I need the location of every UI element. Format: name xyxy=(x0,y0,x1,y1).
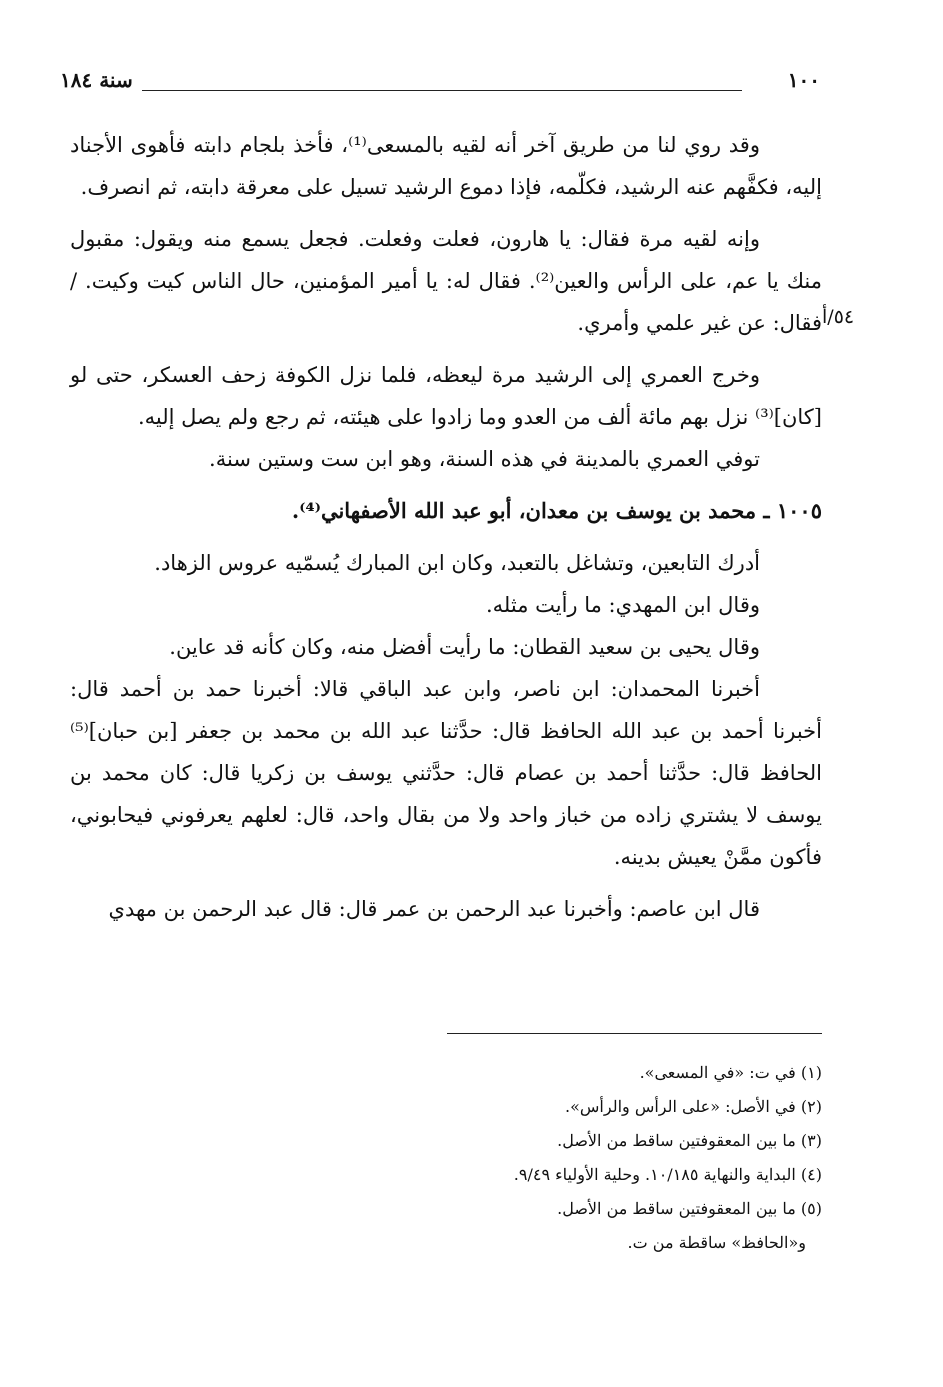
footnote: (٣) ما بين المعقوفتين ساقط من الأصل. xyxy=(557,1131,822,1150)
entry-title xyxy=(70,490,822,532)
entry-title-text: ١٠٠٥ ـ محمد بن يوسف بن معدان، أبو عبد الله الأصفهاني⁽⁴⁾. xyxy=(291,498,822,523)
running-title: سنة ١٨٤ xyxy=(60,68,133,92)
footnote: (٤) البداية والنهاية ١٠/١٨٥. وحلية الأولياء ٩/٤٩. xyxy=(513,1165,822,1184)
paragraph: وخرج العمري إلى الرشيد مرة ليعظه، فلما نزل الكوفة زحف العسكر، حتى لو [كان]⁽³⁾ نزل بهم مائة ألف من العدو وما زادوا على هيئته، ثم رجع ولم يصل إليه. xyxy=(70,363,822,429)
footnote: (٥) ما بين المعقوفتين ساقط من الأصل. xyxy=(557,1199,822,1218)
page-number: ١٠٠ xyxy=(787,68,820,92)
paragraph: وقال يحيى بن سعيد القطان: ما رأيت أفضل منه، وكان كأنه قد عاين. xyxy=(169,635,760,659)
paragraph: أخبرنا المحمدان: ابن ناصر، وابن عبد الباقي قالا: أخبرنا حمد بن أحمد قال: أخبرنا أحمد بن عبد الله الحافظ قال: حدَّثنا عبد الله بن محمد بن جعفر [بن حبان]⁽⁵⁾ الحافظ قال: حدَّثنا أحمد بن عصام قال: حدَّثني يوسف بن زكريا قال: كان محمد بن يوسف لا يشتري زاده من خباز واحد ولا من بقال واحد، قال: لعلهم يعرفوني فيحابوني، فأكون ممَّنْ يعيش بدينه. xyxy=(70,677,822,869)
footnote-rule xyxy=(447,1033,822,1034)
main-text xyxy=(70,124,822,930)
footnote: (١) في ت: «في المسعى». xyxy=(639,1063,822,1082)
footnote: (٢) في الأصل: «على الرأس والرأس». xyxy=(565,1097,822,1116)
paragraph: وإنه لقيه مرة فقال: يا هارون، فعلت وفعلت. فجعل يسمع منه ويقول: مقبول منك يا عم، على الرأس والعين⁽²⁾. فقال له: يا أمير المؤمنين، حال الناس كيت وكيت. / فقال: عن غير علمي وأمري. xyxy=(70,227,822,335)
margin-folio-note: ٥٤/أ xyxy=(822,306,855,328)
paragraph: وقال ابن المهدي: ما رأيت مثله. xyxy=(485,593,760,617)
paragraph: توفي العمري بالمدينة في هذه السنة، وهو ابن ست وستين سنة. xyxy=(209,447,760,471)
footnote-continuation: و«الحافظ» ساقطة من ت. xyxy=(627,1233,806,1252)
footnotes xyxy=(300,1056,822,1260)
page-header xyxy=(60,68,820,100)
header-rule xyxy=(142,90,742,91)
paragraph: وقد روي لنا من طريق آخر أنه لقيه بالمسعى⁽¹⁾، فأخذ بلجام دابته فأهوى الأجناد إليه، فكفَّهم عنه الرشيد، فكلّمه، فإذا دموع الرشيد تسيل على معرقة دابته، ثم انصرف. xyxy=(70,133,822,199)
paragraph: أدرك التابعين، وتشاغل بالتعبد، وكان ابن المبارك يُسمّيه عروس الزهاد. xyxy=(154,551,760,575)
paragraph: قال ابن عاصم: وأخبرنا عبد الرحمن بن عمر قال: قال عبد الرحمن بن مهدي xyxy=(108,897,760,921)
